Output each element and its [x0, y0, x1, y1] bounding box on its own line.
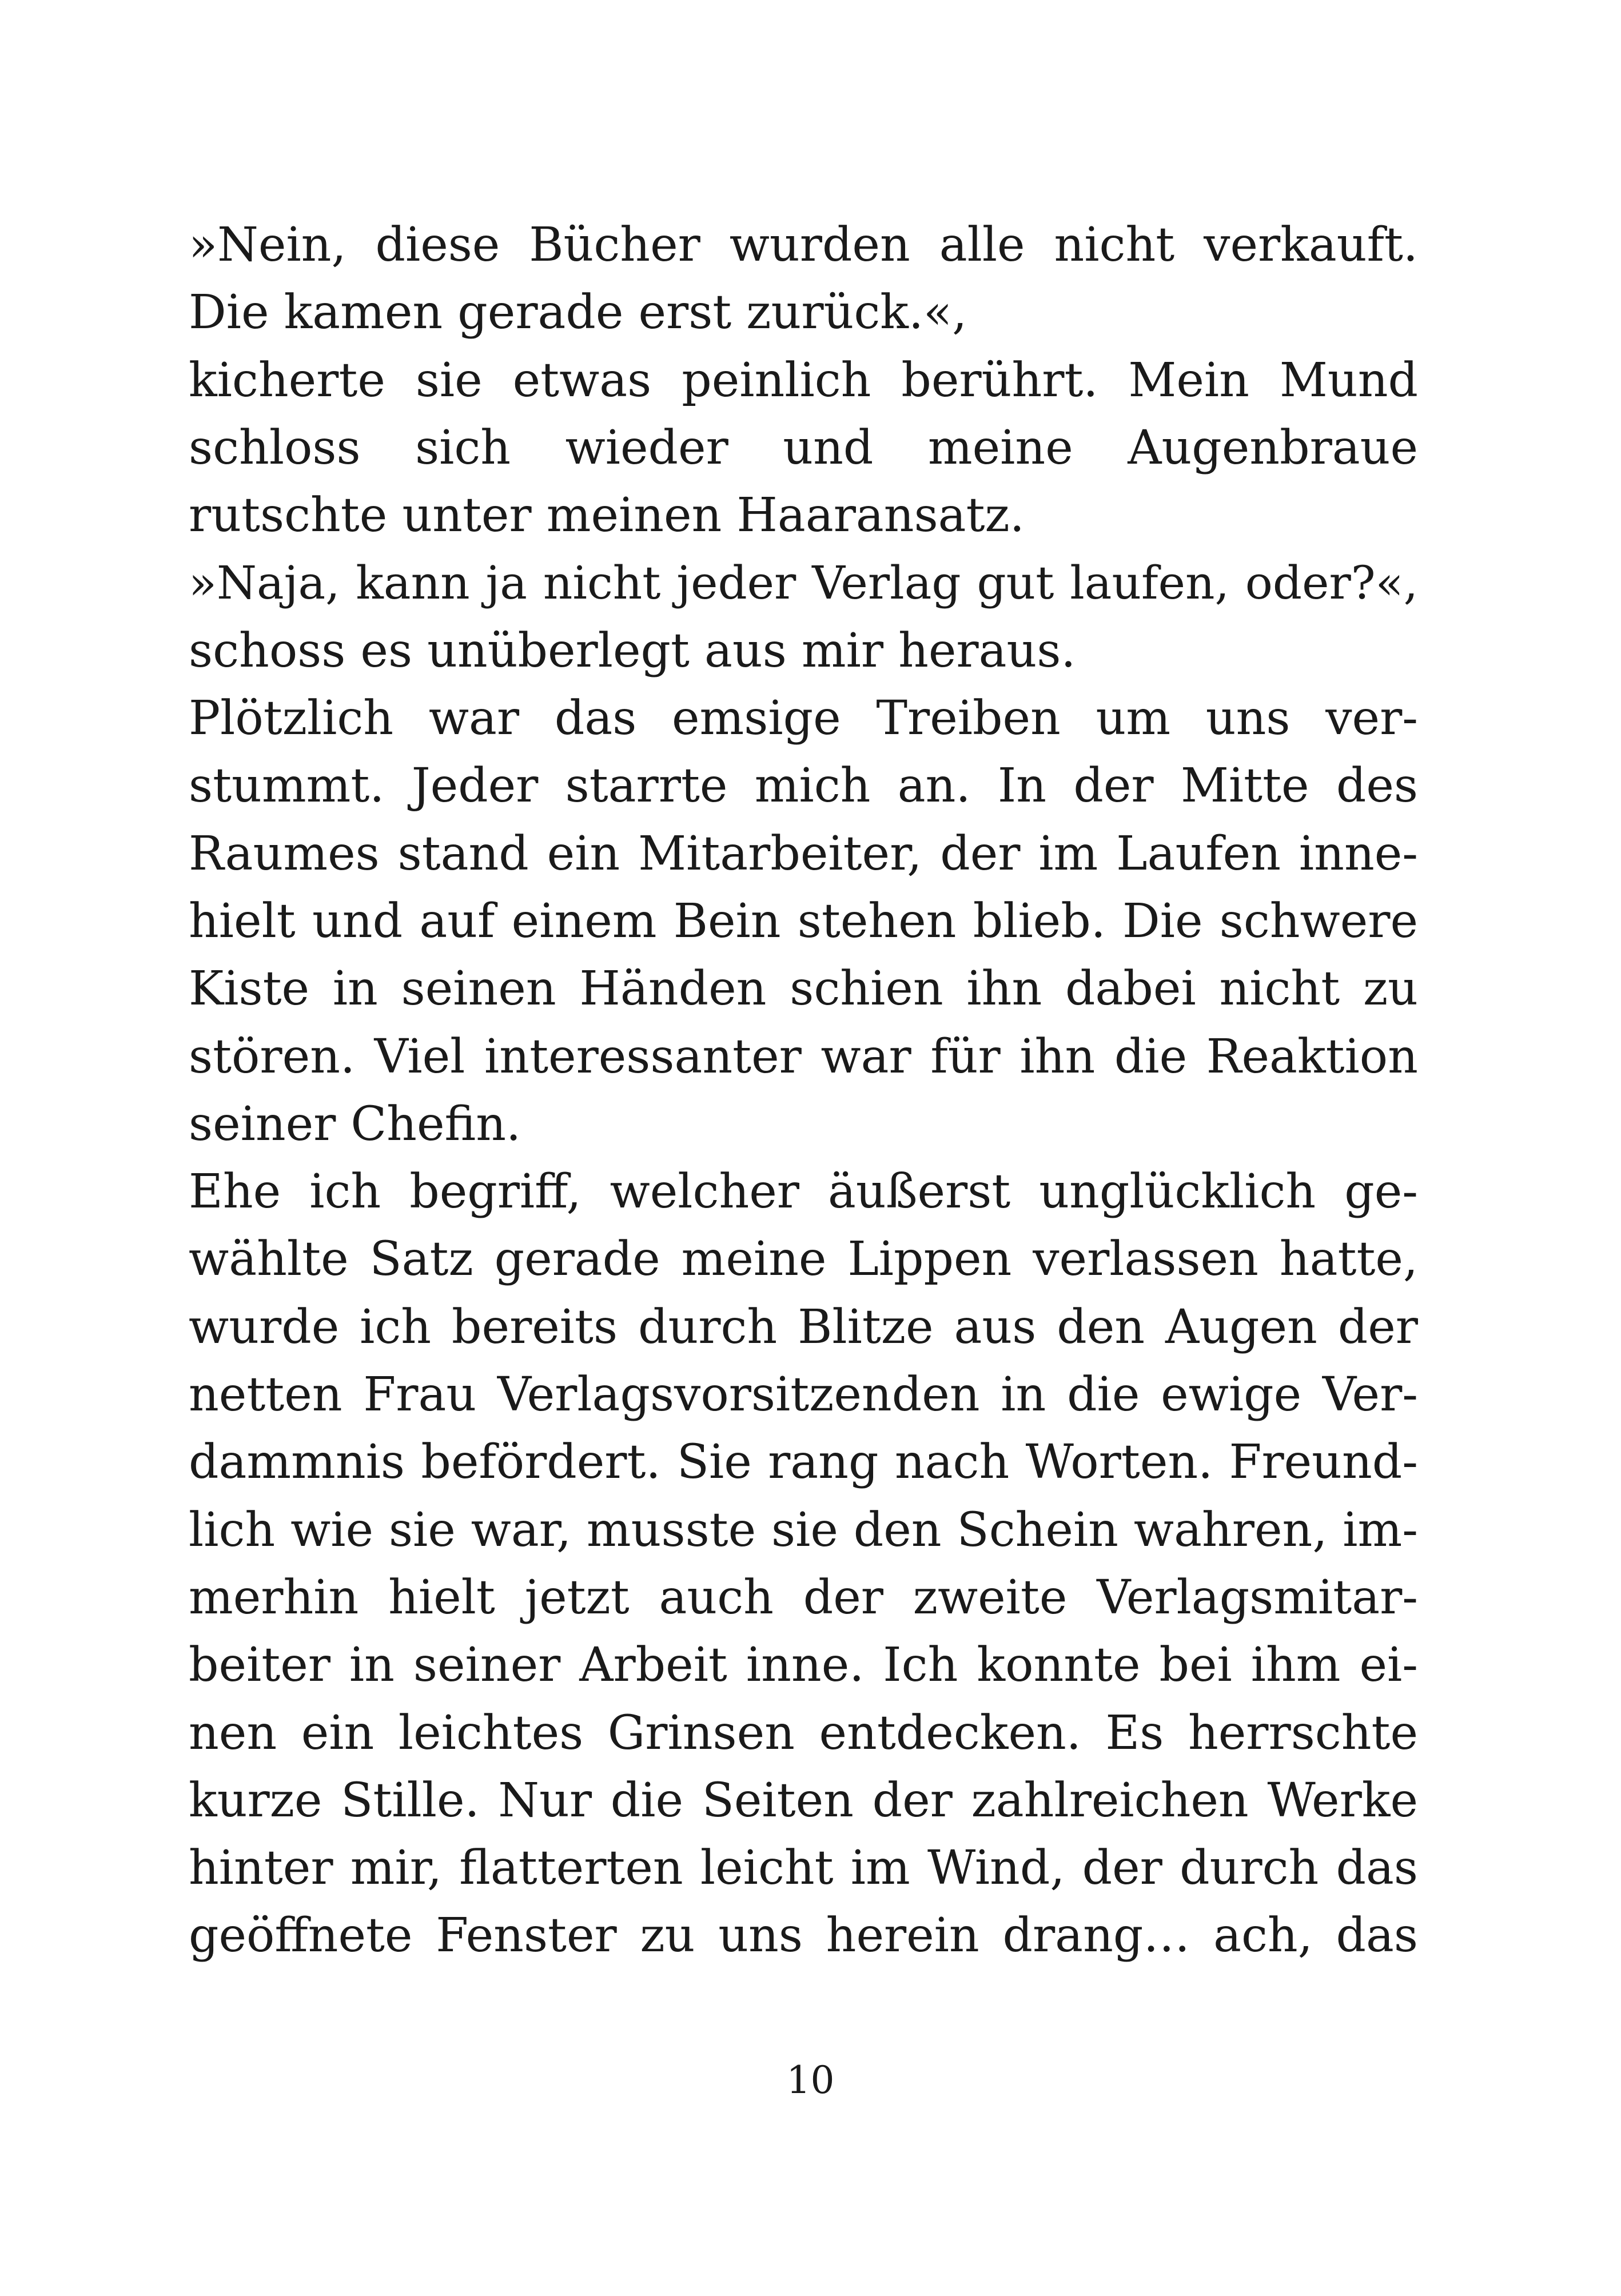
text-line: lich wie sie war, musste sie den Schein wahren, im-	[189, 1502, 1418, 1557]
text-line: merhin hielt jetzt auch der zweite Verlagsmitar-	[189, 1570, 1418, 1625]
text-line: Kiste in seinen Händen schien ihn dabei nicht zu	[189, 962, 1418, 1017]
text-line: geöffnete Fenster zu uns herein drang… ach, das	[189, 1908, 1418, 1963]
text-line: schloss sich wieder und meine Augenbraue	[189, 420, 1418, 475]
text-line: stören. Viel interessanter war für ihn die Reaktion	[189, 1029, 1418, 1084]
text-line: nen ein leichtes Grinsen entdecken. Es herrschte	[189, 1705, 1418, 1760]
page-number: 10	[786, 2058, 835, 2102]
text-line: kurze Stille. Nur die Seiten der zahlreichen Werke	[189, 1773, 1418, 1828]
text-line: beiter in seiner Arbeit inne. Ich konnte bei ihm ei-	[189, 1638, 1418, 1693]
text-line: schoss es unüberlegt aus mir heraus.	[189, 623, 1076, 678]
text-line: kicherte sie etwas peinlich berührt. Mein Mund	[189, 353, 1418, 408]
text-line: Raumes stand ein Mitarbeiter, der im Laufen inne-	[189, 826, 1418, 881]
text-line: dammnis befördert. Sie rang nach Worten. Freund-	[189, 1435, 1418, 1490]
text-line: stummt. Jeder starrte mich an. In der Mitte des	[189, 759, 1418, 814]
body-text	[189, 212, 1418, 1970]
text-line: wurde ich bereits durch Blitze aus den Augen der	[189, 1300, 1418, 1354]
text-line: rutschte unter meinen Haaransatz.	[189, 488, 1025, 543]
text-line: seiner Chefin.	[189, 1097, 521, 1151]
text-line: wählte Satz gerade meine Lippen verlassen hatte,	[189, 1232, 1418, 1287]
text-line: »Naja, kann ja nicht jeder Verlag gut laufen, oder?«,	[189, 556, 1418, 610]
text-line: hielt und auf einem Bein stehen blieb. Die schwere	[189, 894, 1418, 948]
text-line: netten Frau Verlagsvorsitzenden in die ewige Ver-	[189, 1368, 1418, 1422]
text-line: Ehe ich begriff, welcher äußerst unglücklich ge-	[189, 1165, 1418, 1219]
text-line: »Nein, diese Bücher wurden alle nicht verkauft.	[189, 218, 1418, 272]
text-line: Plötzlich war das emsige Treiben um uns ver-	[189, 691, 1418, 746]
text-line: Die kamen gerade erst zurück.«,	[189, 285, 967, 340]
text-line: hinter mir, flatterten leicht im Wind, der durch das	[189, 1841, 1418, 1896]
